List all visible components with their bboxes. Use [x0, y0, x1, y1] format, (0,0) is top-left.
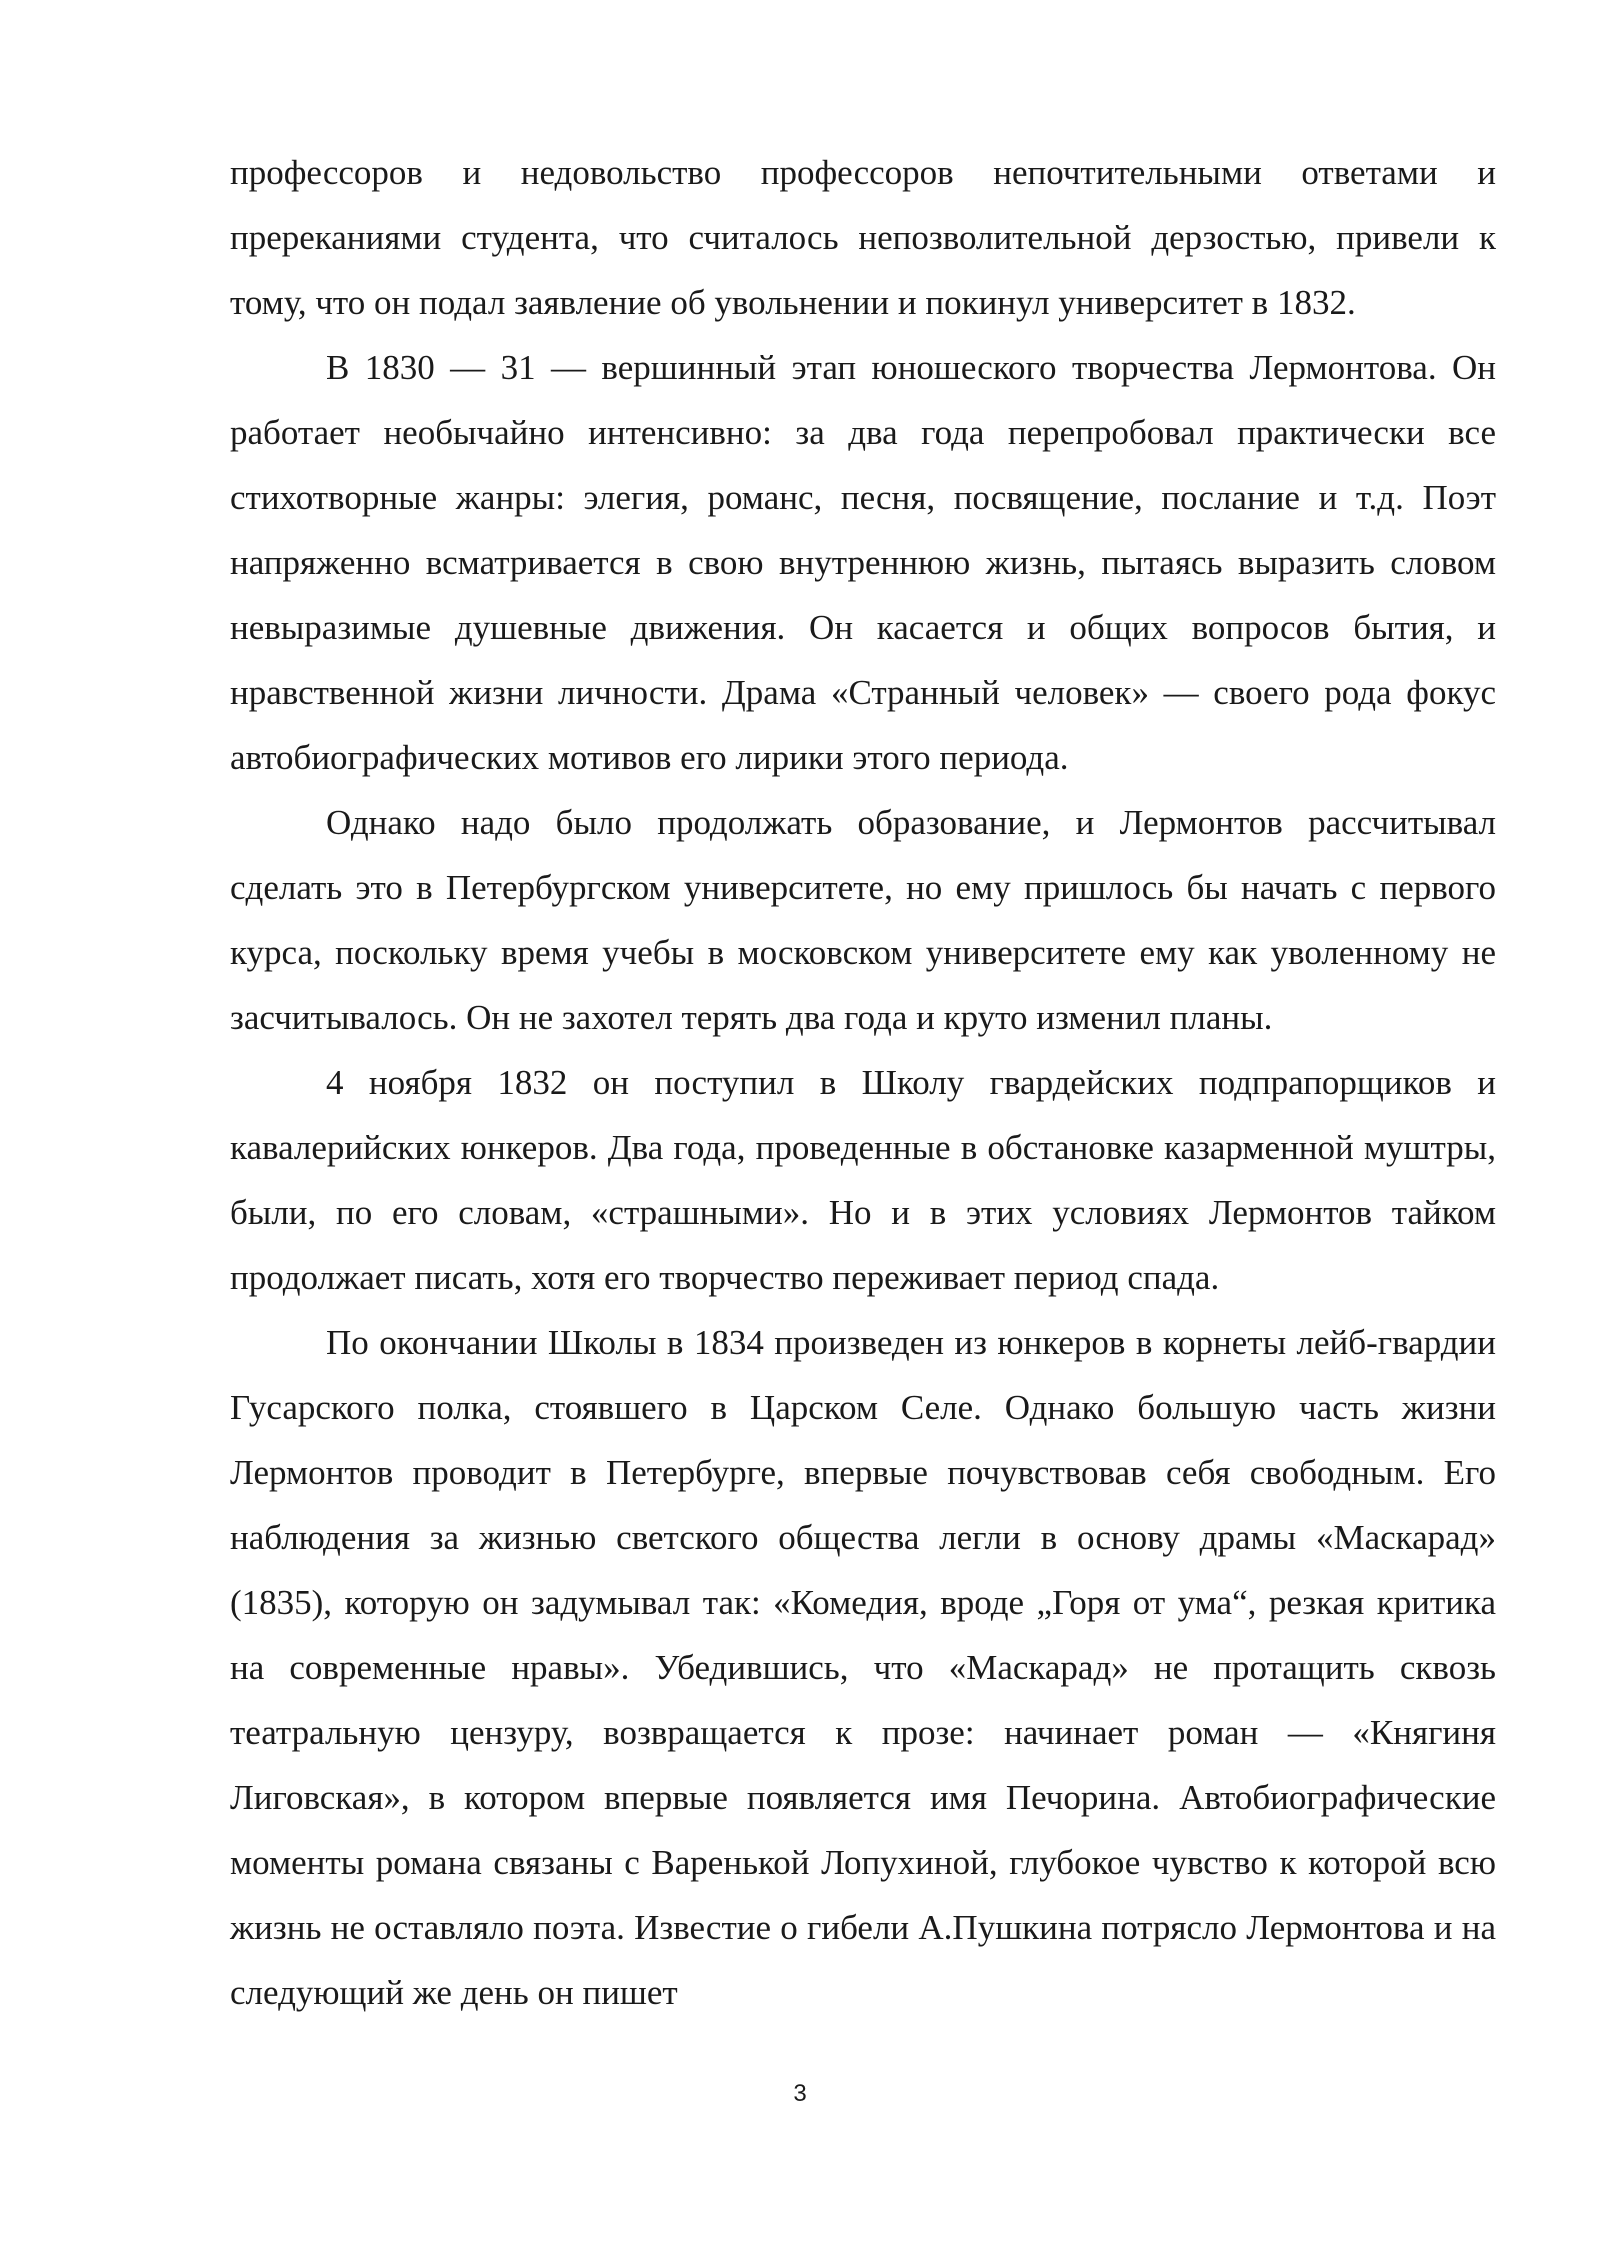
page-number: 3 — [793, 2080, 807, 2107]
paragraph-education: Однако надо было продолжать образование, и Лермонтов рассчитывал сделать это в Петербургском университете, но ему пришлось бы начать с первого курса, поскольку время учебы в московском университете ему как уволенному не засчитывалось. Он не захотел терять два года и круто изменил планы. — [230, 803, 1496, 1037]
paragraph-cadet-school: 4 ноября 1832 он поступил в Школу гвардейских подпрапорщиков и кавалерийских юнкеров. Два года, проведенные в обстановке казарменной муштры, были, по его словам, «страшными». Но и в этих условиях Лермонтов тайком продолжает писать, хотя его творчество переживает период спада. — [230, 1063, 1496, 1297]
paragraph-creative-period: В 1830 — 31 — вершинный этап юношеского творчества Лермонтова. Он работает необычайно интенсивно: за два года перепробовал практически все стихотворные жанры: элегия, романс, песня, посвящение, послание и т.д. Поэт напряженно всматривается в свою внутреннюю жизнь, пытаясь выразить словом невыразимые душевные движения. Он касается и общих вопросов бытия, и нравственной жизни личности. Драма «Странный человек» — своего рода фокус автобиографических мотивов его лирики этого периода. — [230, 348, 1496, 777]
paragraph-continuation: профессоров и недовольство профессоров непочтительными ответами и пререканиями студента, что считалось непозволительной дерзостью, привели к тому, что он подал заявление об увольнении и покинул университет в 1832. — [230, 153, 1496, 322]
paragraph-hussar-regiment: По окончании Школы в 1834 произведен из юнкеров в корнеты лейб-гвардии Гусарского полка, стоявшего в Царском Селе. Однако большую часть жизни Лермонтов проводит в Петербурге, впервые почувствовав себя свободным. Его наблюдения за жизнью светского общества легли в основу драмы «Маскарад» (1835), которую он задумывал так: «Комедия, вроде „Горя от ума“, резкая критика на современные нравы». Убедившись, что «Маскарад» не протащить сквозь театральную цензуру, возвращается к прозе: начинает роман — «Княгиня Лиговская», в котором впервые появляется имя Печорина. Автобиографические моменты романа связаны с Варенькой Лопухиной, глубокое чувство к которой всю жизнь не оставляло поэта. Известие о гибели А.Пушкина потрясло Лермонтова и на следующий же день он пишет — [230, 1323, 1496, 2012]
document-body — [230, 140, 1496, 2025]
